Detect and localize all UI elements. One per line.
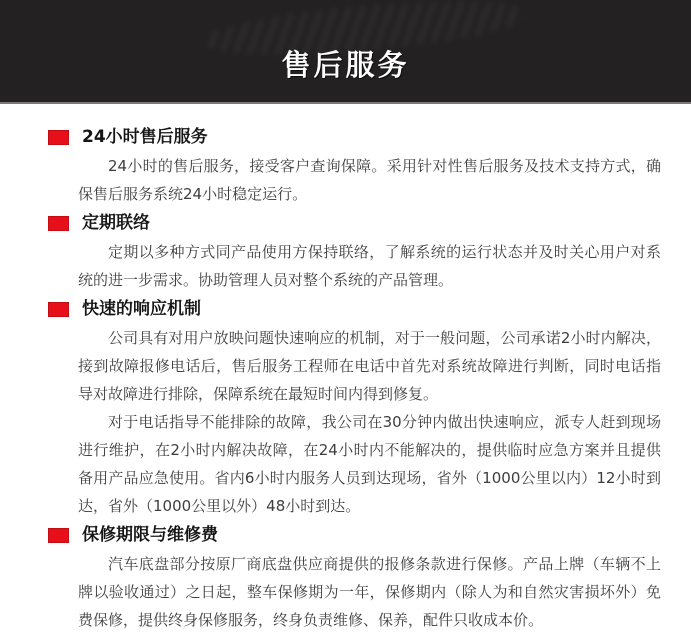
section-title: 定期联络 [82, 213, 150, 233]
section-body [48, 324, 661, 520]
section-regular-contact [48, 211, 661, 294]
page-title: 售后服务 [281, 48, 410, 83]
section-paragraph: 对于电话指导不能排除的故障，我公司在30分钟内做出快速响应，派专人赶到现场进行维护，在2小时内解决故障，在24小时内不能解决的，提供临时应急方案并且提供备用产品应急使用。省内6小时内服务人员到达现场，省外（1000公里以内）12小时到达，省外（1000公里以外）48小时到达。 [78, 413, 661, 515]
section-body [48, 152, 661, 208]
red-square-bullet-icon [48, 130, 69, 145]
section-body [48, 238, 661, 294]
red-square-bullet-icon [48, 216, 69, 231]
section-heading-row [48, 211, 661, 235]
after-sales-content [0, 104, 691, 634]
section-fast-response [48, 297, 661, 520]
section-24h-service [48, 125, 661, 208]
section-paragraph: 定期以多种方式同产品使用方保持联络，了解系统的运行状态并及时关心用户对系统的进一步需求。协助管理人员对整个系统的产品管理。 [78, 243, 661, 289]
section-paragraph: 公司具有对用户放映问题快速响应的机制，对于一般问题，公司承诺2小时内解决，接到故障报修电话后，售后服务工程师在电话中首先对系统故障进行判断，同时电话指导对故障进行排除，保障系统在最短时间内得到修复。 [78, 329, 661, 403]
section-body [48, 550, 661, 634]
red-square-bullet-icon [48, 302, 69, 317]
section-paragraph: 24小时的售后服务，接受客户查询保障。采用针对性售后服务及技术支持方式，确保售后服务系统24小时稳定运行。 [78, 157, 661, 203]
section-paragraph: 汽车底盘部分按原厂商底盘供应商提供的报修条款进行保修。产品上牌（车辆不上牌以验收通过）之日起，整车保修期为一年，保修期内（除人为和自然灾害损坏外）免费保修，提供终身保修服务，终身负责维修、保养，配件只收成本价。 [78, 555, 661, 629]
section-warranty-fees [48, 523, 661, 634]
section-heading-row [48, 297, 661, 321]
section-title: 24小时售后服务 [82, 127, 208, 147]
section-title: 保修期限与维修费 [82, 525, 218, 545]
section-heading-row [48, 523, 661, 547]
section-title: 快速的响应机制 [82, 299, 201, 319]
section-heading-row [48, 125, 661, 149]
header-banner [0, 0, 691, 104]
red-square-bullet-icon [48, 528, 69, 543]
